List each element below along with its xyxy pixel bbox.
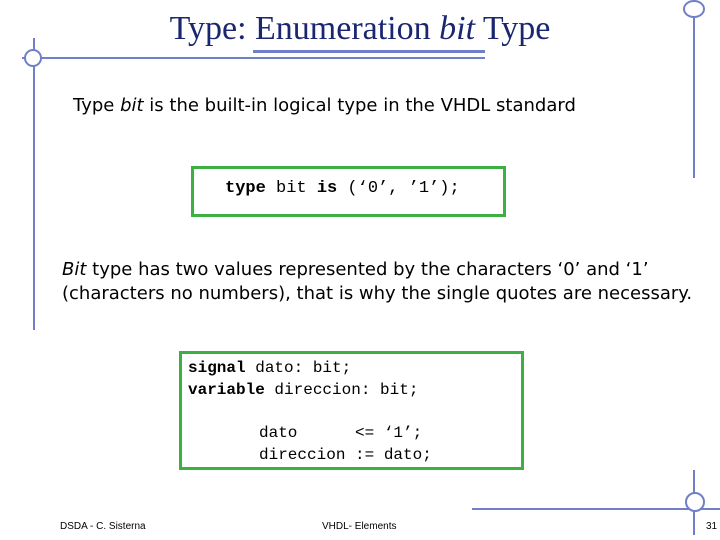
top-left-circle-icon	[24, 49, 42, 67]
intro-rest: is the built-in logical type in the VHDL standard	[143, 95, 576, 116]
title-prefix: Type: Enumeration	[169, 10, 440, 47]
intro-italic: bit	[120, 95, 144, 116]
keyword-signal: signal	[188, 359, 246, 377]
keyword-type: type	[225, 179, 266, 198]
bottom-right-circle-icon	[685, 492, 705, 512]
assignment-1: dato <= ‘1’;	[259, 424, 423, 442]
signal-decl	[188, 359, 351, 377]
intro-lead: Type	[73, 95, 121, 116]
explain-italic: Bit	[62, 259, 87, 280]
title-underline	[253, 50, 485, 53]
variable-decl	[188, 381, 418, 399]
title-suffix: Type	[475, 10, 551, 47]
footer-topic: VHDL- Elements	[322, 521, 397, 532]
footer-author: DSDA - C. Sisterna	[60, 521, 146, 532]
explanation-line-2: (characters no numbers), that is why the single quotes are necessary.	[62, 283, 693, 304]
intro-text	[73, 95, 576, 116]
left-vertical-rule	[33, 38, 35, 330]
page-number: 31	[706, 521, 718, 532]
declaration-code	[225, 179, 460, 198]
keyword-is: is	[316, 179, 338, 198]
assignment-2: direccion := dato;	[259, 446, 432, 464]
top-left-horizontal-rule	[22, 57, 485, 59]
decl-rest: (‘0’, ’1’);	[337, 179, 460, 198]
signal-rest: dato: bit;	[245, 359, 352, 377]
title-italic: bit	[439, 10, 476, 47]
explanation-line-1	[62, 259, 649, 280]
decl-name: bit	[265, 179, 317, 198]
keyword-variable: variable	[188, 381, 265, 399]
explain-line1: type has two values represented by the characters ‘0’ and ‘1’	[86, 259, 649, 280]
slide-title	[0, 10, 720, 48]
bottom-horizontal-rule	[472, 508, 720, 510]
variable-rest: direccion: bit;	[264, 381, 419, 399]
